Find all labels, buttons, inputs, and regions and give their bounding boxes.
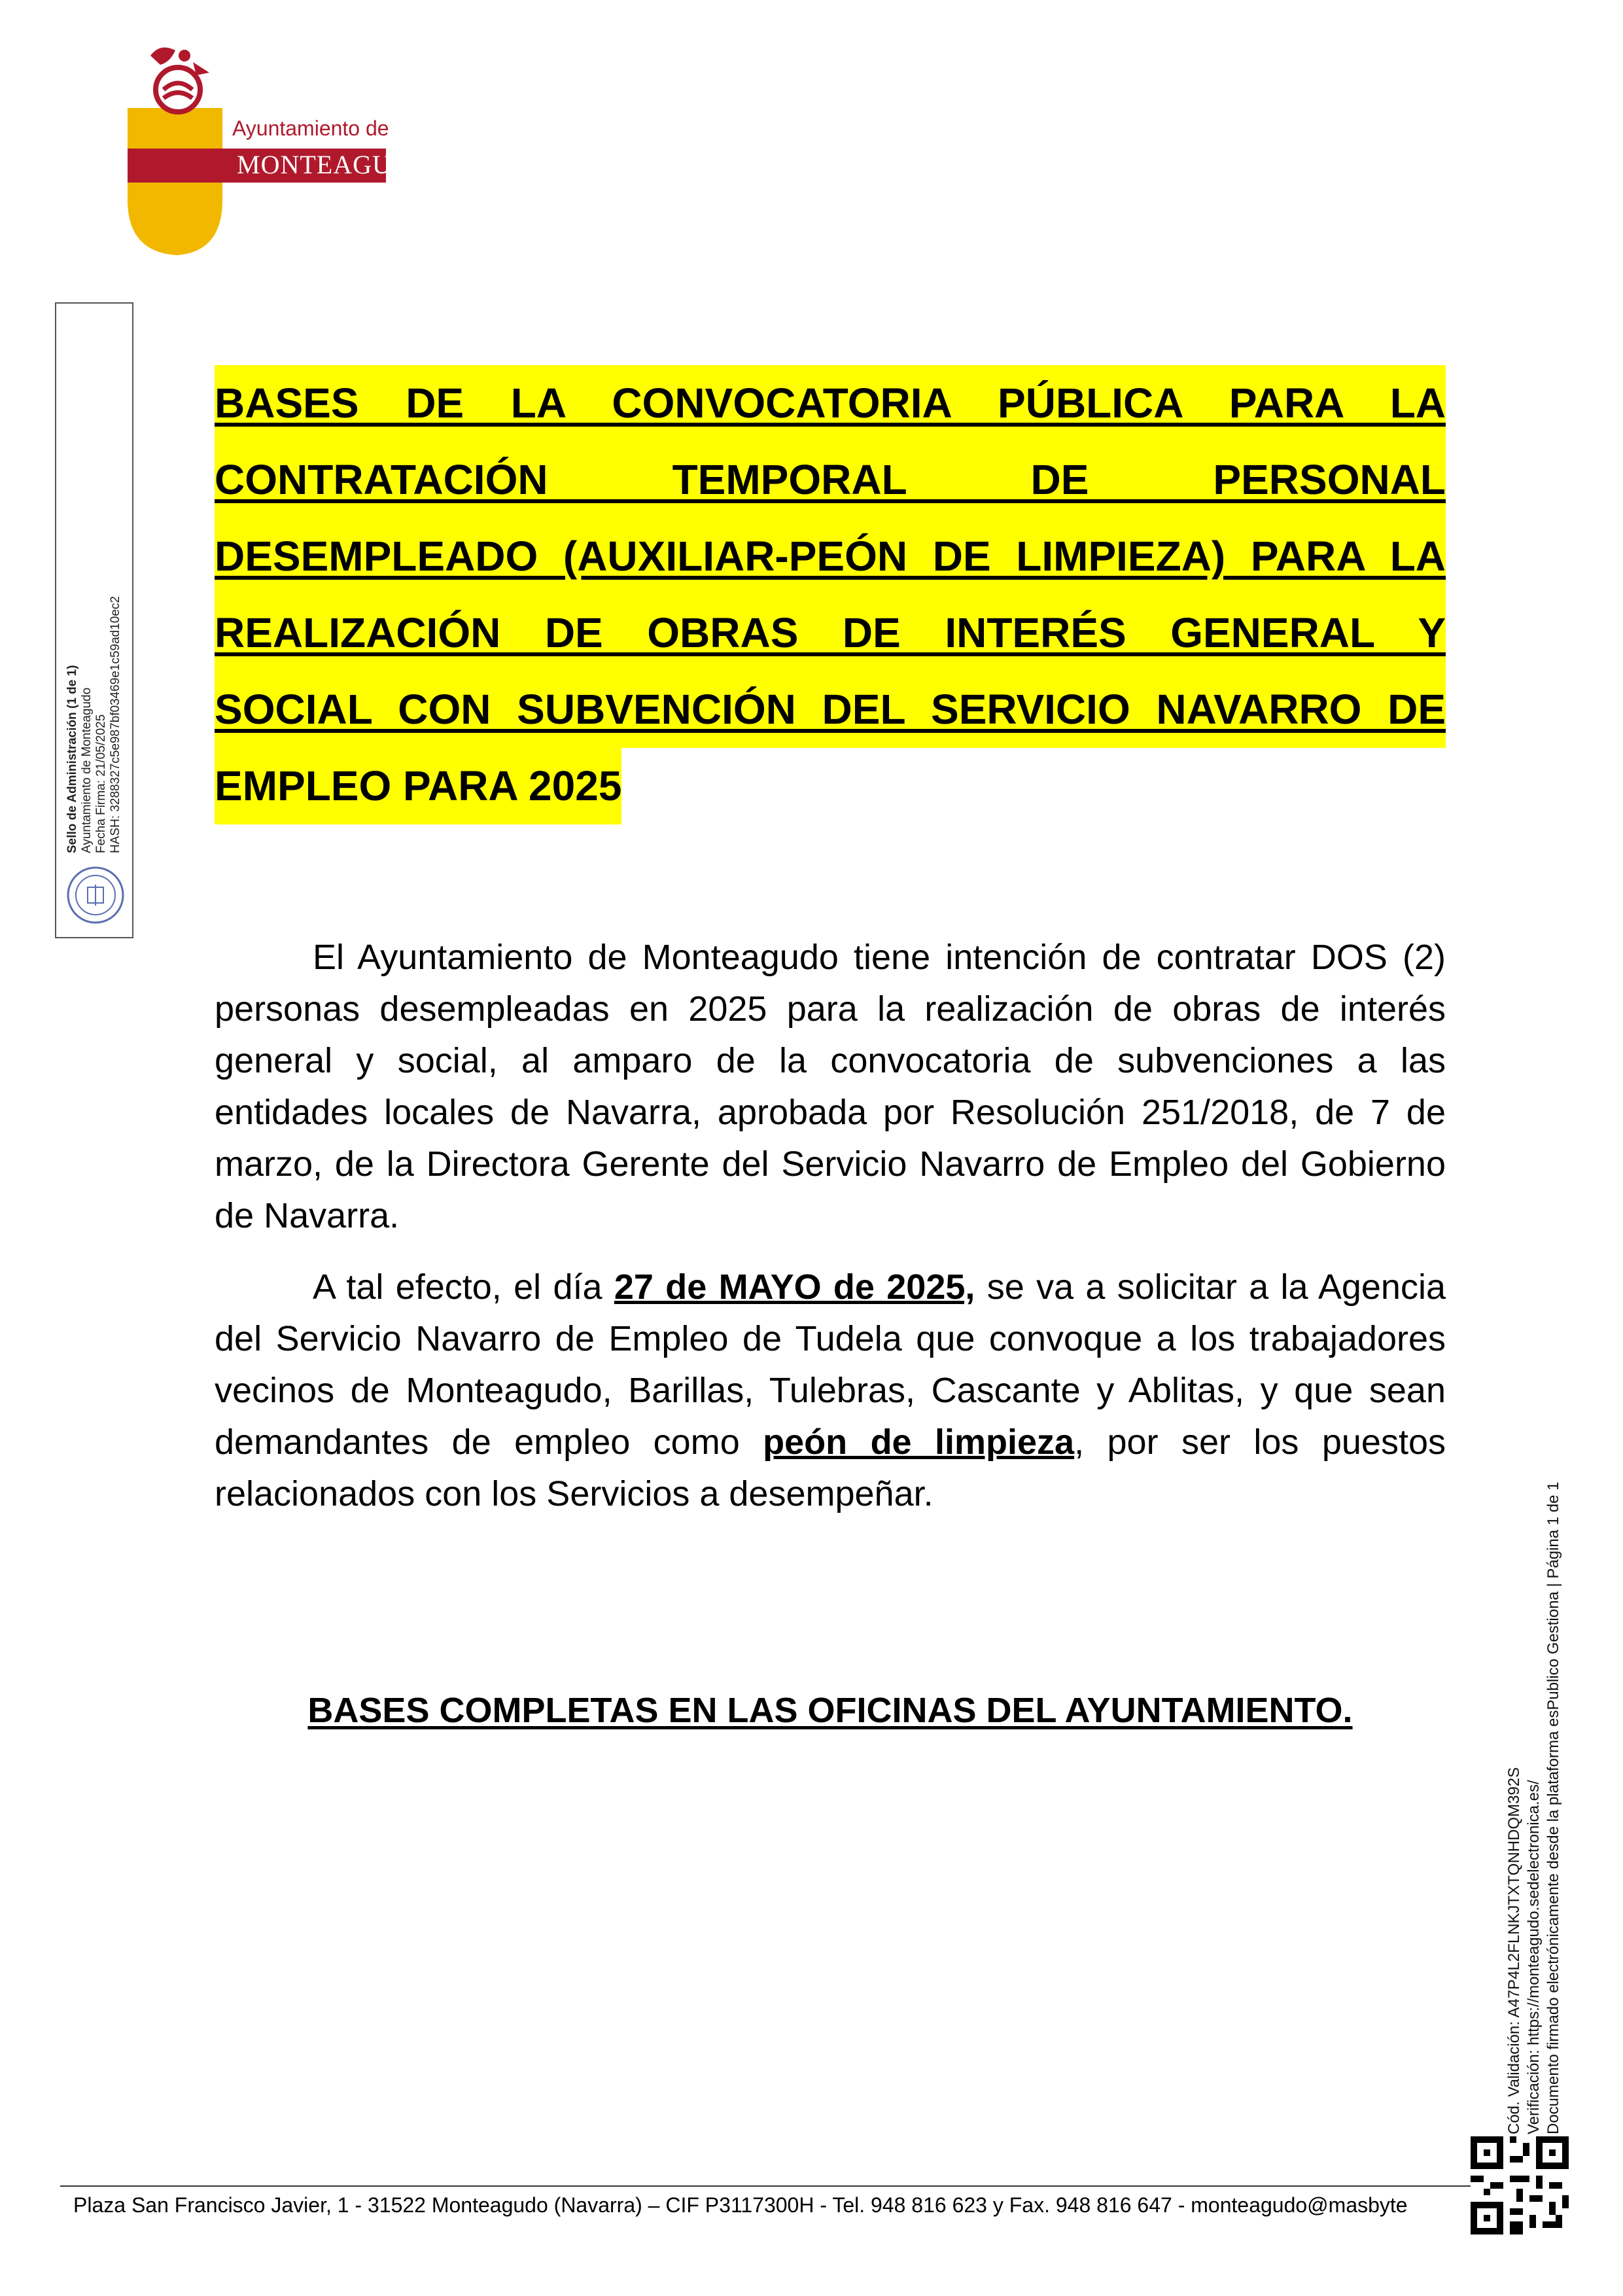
qr-code-icon <box>1471 2136 1569 2234</box>
job-role: peón de limpieza <box>763 1422 1075 1462</box>
paragraph-2: A tal efecto, el día 27 de MAYO de 2025, se va a solicitar a la Agencia del Servicio Navarro de Empleo de Tudela que convoque a los trabajadores vecinos de Monteagudo, Barillas, Tulebras, Cascante y Ablitas, y que sean demandantes de empleo como peón de limpieza, por ser los puestos relacionados con los Servicios a desempeñar. <box>215 1267 1446 1513</box>
administration-stamp <box>55 302 133 938</box>
signature-note: Documento firmado electrónicamente desde la plataforma esPublico Gestiona | Página 1 de 1 <box>1544 1481 1562 2134</box>
title-line-5: SOCIAL CON SUBVENCIÓN DEL SERVICIO NAVARRO DE <box>215 671 1446 748</box>
title-line-3: DESEMPLEADO (AUXILIAR-PEÓN DE LIMPIEZA) PARA LA <box>215 518 1446 595</box>
emblem-icon <box>150 48 209 113</box>
title-line-2: CONTRATACIÓN TEMPORAL DE PERSONAL <box>215 442 1446 518</box>
call-date: 27 de MAYO de 2025, <box>614 1267 975 1307</box>
validation-code: Cód. Validación: A47P4L2FLNKJTXTQNHDQM392S <box>1505 1767 1523 2134</box>
closing-note: BASES COMPLETAS EN LAS OFICINAS DEL AYUNTAMIENTO. <box>307 1691 1353 1730</box>
verification-url: Verificación: https://monteagudo.sedelectronica.es/ <box>1525 1780 1543 2134</box>
title-line-1: BASES DE LA CONVOCATORIA PÚBLICA PARA LA <box>215 365 1446 442</box>
verification-block <box>1505 1482 1563 2134</box>
title-line-6: EMPLEO PARA 2025 <box>215 748 621 824</box>
footer-address: Plaza San Francisco Javier, 1 - 31522 Monteagudo (Navarra) – CIF P3117300H - Tel. 948 816 623 y Fax. 948 816 647 - monteagudo@masbyte <box>73 2193 1408 2217</box>
stamp-hash: HASH: 3288327c5e987bf03469e1c59ad10ec2 <box>109 596 122 853</box>
seal-icon <box>65 865 126 925</box>
stamp-text <box>65 596 123 853</box>
stamp-date: Fecha Firma: 21/05/2025 <box>94 714 108 853</box>
document-title <box>215 365 1446 824</box>
monteagudo-coat-of-arms <box>124 36 431 258</box>
logo-line-2: MONTEAGUDO <box>237 150 431 179</box>
logo-line-1: Ayuntamiento de <box>232 116 389 140</box>
document-body <box>215 932 1446 1540</box>
municipal-logo <box>124 36 431 258</box>
stamp-entity: Ayuntamiento de Monteagudo <box>80 687 94 853</box>
paragraph-1: El Ayuntamiento de Monteagudo tiene intención de contratar DOS (2) personas desempleadas en 2025 para la realización de obras de interés general y social, al amparo de la convocatoria de subvenciones a las entidades locales de Navarra, aprobada por Resolución 251/2018, de 7 de marzo, de la Directora Gerente del Servicio Navarro de Empleo del Gobierno de Navarra. <box>215 938 1446 1235</box>
footer-divider <box>60 2185 1473 2187</box>
title-line-4: REALIZACIÓN DE OBRAS DE INTERÉS GENERAL Y <box>215 595 1446 671</box>
stamp-title: Sello de Administración (1 de 1) <box>65 665 79 853</box>
